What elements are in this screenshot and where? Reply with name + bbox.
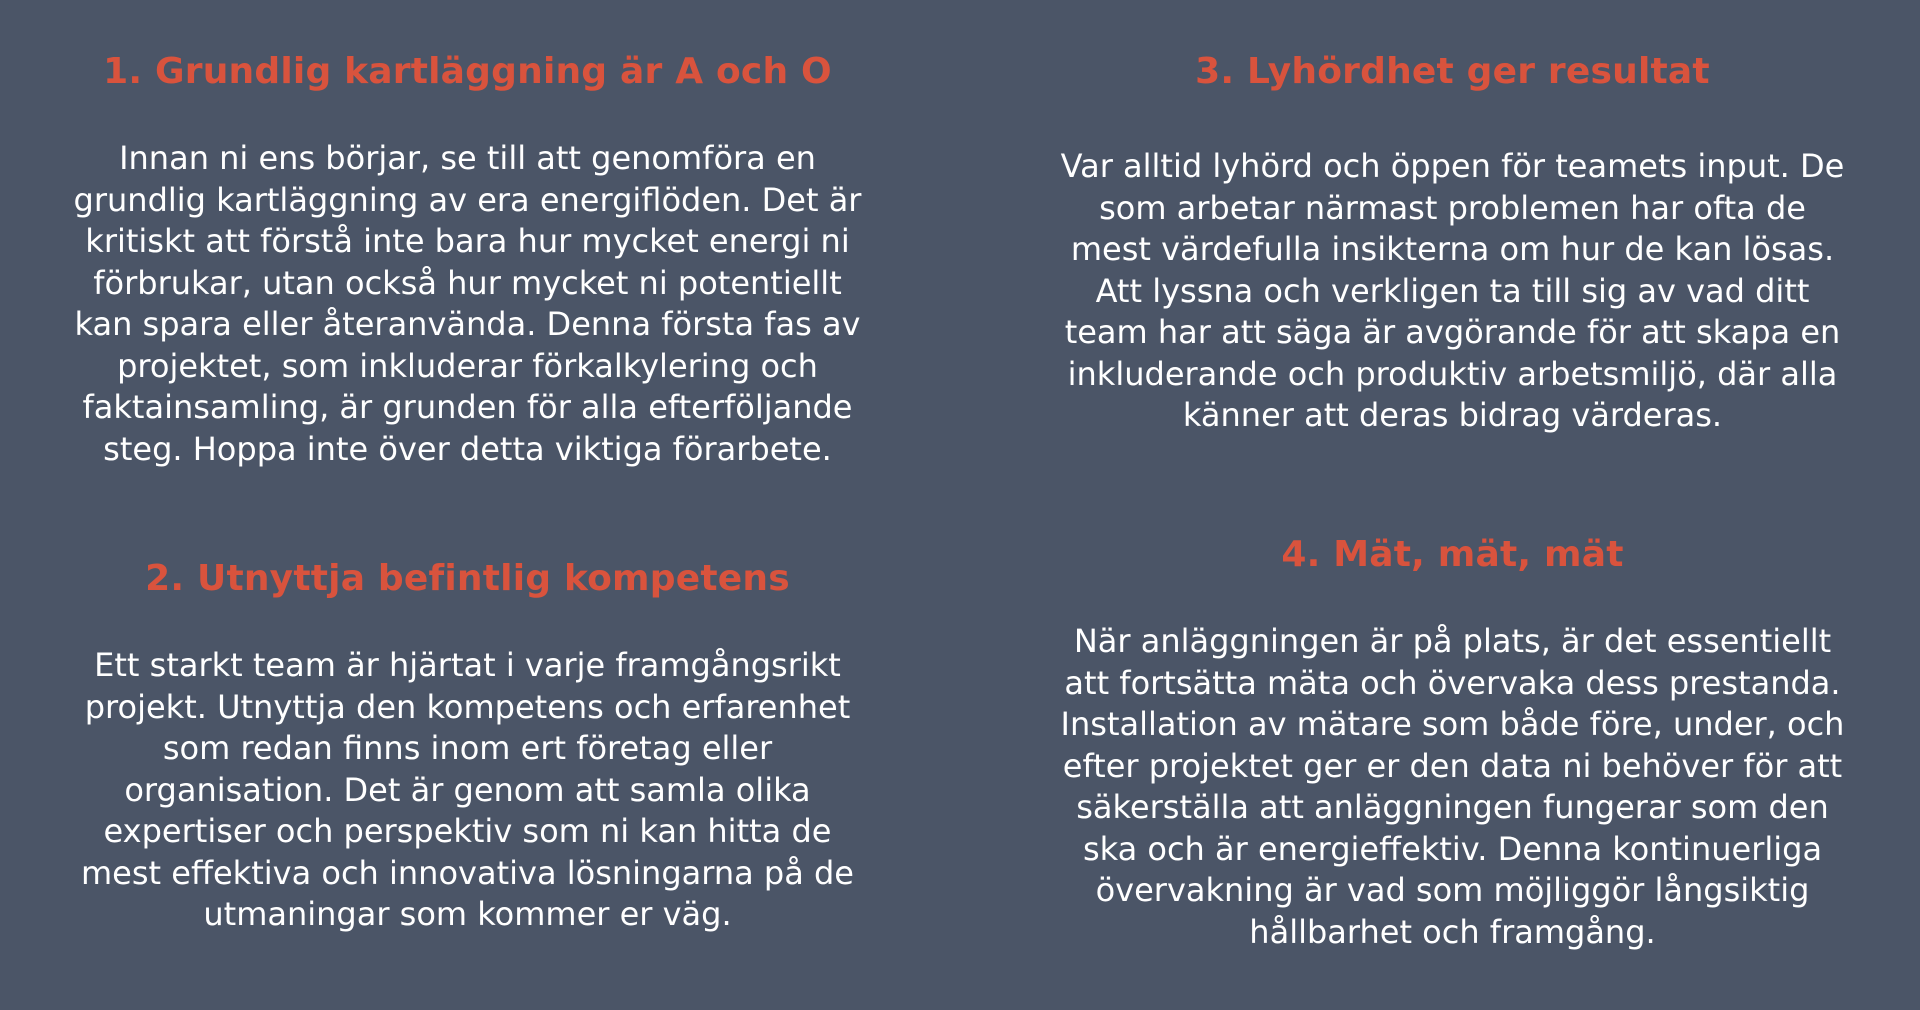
section-heading: 1. Grundlig kartläggning är A och O bbox=[103, 51, 832, 92]
section-mat bbox=[1055, 533, 1850, 953]
section-heading: 3. Lyhördhet ger resultat bbox=[1195, 51, 1710, 92]
section-lyhordhet bbox=[1055, 50, 1850, 437]
section-kartlaggning bbox=[70, 50, 865, 470]
section-heading: 2. Utnyttja befintlig kompetens bbox=[145, 558, 790, 599]
section-body: Innan ni ens börjar, se till att genomföra en grundlig kartläggning av era energiflöden. Det är kritiskt att förstå inte bara hur mycket energi ni förbrukar, utan också hur mycket ni potentiellt kan spara eller återanvända. Denna första fas av projektet, som inkluderar förkalkylering och faktainsamling, är grunden för alla efterföljande steg. Hoppa inte över detta viktiga förarbete. bbox=[73, 139, 862, 468]
section-body: Ett starkt team är hjärtat i varje framgångsrikt projekt. Utnyttja den kompetens och erfarenhet som redan finns inom ert företag eller organisation. Det är genom att samla olika expertiser och perspektiv som ni kan hitta de mest effektiva och innovativa lösningarna på de utmaningar som kommer er väg. bbox=[81, 646, 854, 933]
section-body: När anläggningen är på plats, är det essentiellt att fortsätta mäta och övervaka dess prestanda. Installation av mätare som både före, under, och efter projektet ger er den data ni behöver för att säkerställa att anläggningen fungerar som den ska och är energieffektiv. Denna kontinuerliga övervakning är vad som möjliggör långsiktig hållbarhet och framgång. bbox=[1060, 622, 1845, 951]
section-heading: 4. Mät, mät, mät bbox=[1281, 534, 1624, 575]
section-body: Var alltid lyhörd och öppen för teamets input. De som arbetar närmast problemen har ofta de mest värdefulla insikterna om hur de kan lösas. Att lyssna och verkligen ta till sig av vad ditt team har att säga är avgörande för att skapa en inkluderande och produktiv arbetsmiljö, där alla känner att deras bidrag värderas. bbox=[1060, 147, 1845, 434]
section-kompetens bbox=[70, 557, 865, 936]
